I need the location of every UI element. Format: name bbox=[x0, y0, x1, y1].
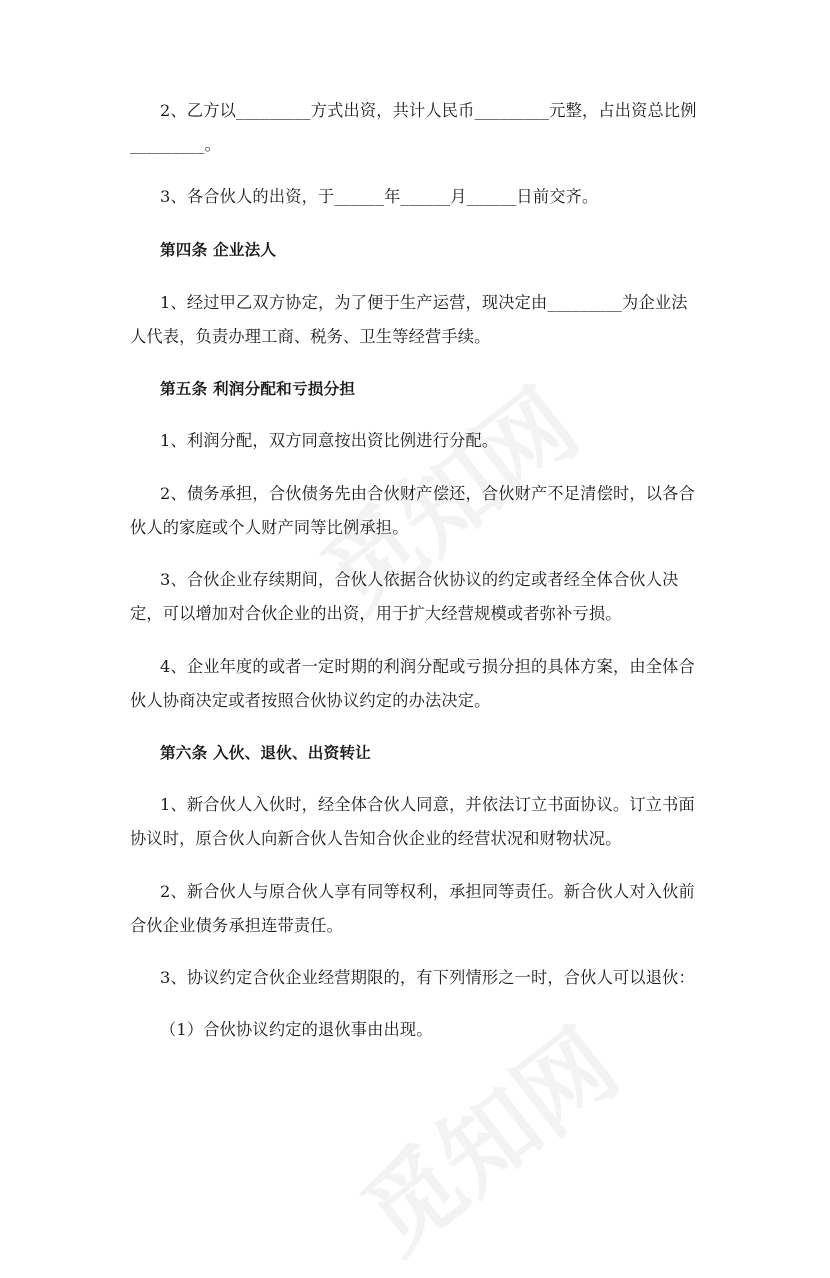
paragraph-line: 合伙企业债务承担连带责任。 bbox=[130, 916, 344, 935]
list-item: （1）合伙协议约定的退伙事由出现。 bbox=[160, 1020, 433, 1039]
paragraph-line: 3、各合伙人的出资，于______年______月______日前交齐。 bbox=[160, 187, 599, 206]
paragraph-line: 1、新合伙人入伙时，经全体合伙人同意，并依法订立书面协议。订立书面 bbox=[160, 795, 695, 814]
section-heading: 第六条 入伙、退伙、出资转让 bbox=[160, 744, 371, 762]
section-heading: 第四条 企业法人 bbox=[160, 241, 277, 259]
paragraph-line: 4、企业年度的或者一定时期的利润分配或亏损分担的具体方案，由全体合 bbox=[160, 657, 695, 676]
paragraph-line: 2、债务承担，合伙债务先由合伙财产偿还，合伙财产不足清偿时，以各合 bbox=[160, 484, 695, 503]
paragraph-line: _________。 bbox=[130, 135, 222, 154]
paragraph-line: 人代表，负责办理工商、税务、卫生等经营手续。 bbox=[130, 327, 491, 346]
paragraph-line: 3、合伙企业存续期间，合伙人依据合伙协议的约定或者经全体合伙人决 bbox=[160, 570, 679, 589]
paragraph-line: 伙人协商决定或者按照合伙协议约定的办法决定。 bbox=[130, 691, 491, 710]
section-heading: 第五条 利润分配和亏损分担 bbox=[160, 380, 356, 398]
paragraph-line: 2、新合伙人与原合伙人享有同等权利，承担同等责任。新合伙人对入伙前 bbox=[160, 882, 695, 901]
paragraph-line: 协议时，原合伙人向新合伙人告知合伙企业的经营状况和财物状况。 bbox=[130, 829, 622, 848]
paragraph-line: 伙人的家庭或个人财产同等比例承担。 bbox=[130, 518, 409, 537]
paragraph-line: 2、乙方以_________方式出资，共计人民币_________元整，占出资总比例 bbox=[160, 101, 697, 120]
paragraph-line: 1、经过甲乙双方协定，为了便于生产运营，现决定由_________为企业法 bbox=[160, 293, 688, 312]
paragraph-line: 定，可以增加对合伙企业的出资，用于扩大经营规模或者弥补亏损。 bbox=[130, 604, 622, 623]
paragraph-line: 1、利润分配，双方同意按出资比例进行分配。 bbox=[160, 431, 499, 450]
paragraph-line: 3、协议约定合伙企业经营期限的，有下列情形之一时，合伙人可以退伙： bbox=[160, 968, 695, 987]
